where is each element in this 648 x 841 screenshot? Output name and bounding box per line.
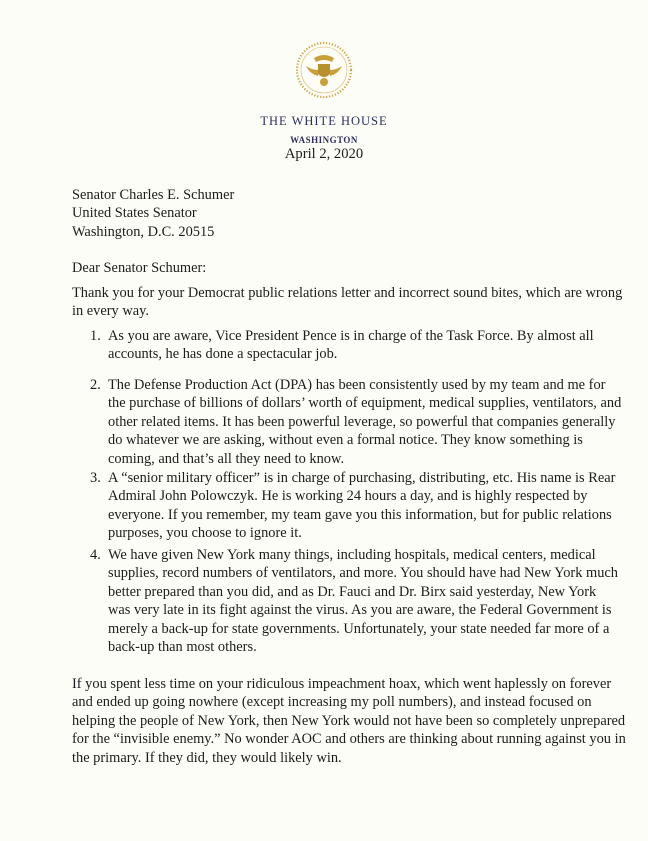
text-line: Admiral John Polowczyk. He is working 24 hours a day, and is highly respected by xyxy=(108,488,588,505)
text-line: other related items. It has been powerful leverage, so powerful that companies generally xyxy=(108,413,616,430)
text-line: and ended up going nowhere (except increasing my poll numbers), and instead focused on xyxy=(72,694,592,711)
list-number: 2. xyxy=(90,377,101,393)
letterhead-city: WASHINGTON xyxy=(290,135,358,145)
text-line: If you spent less time on your ridiculous impeachment hoax, which went haplessly on forever xyxy=(72,676,612,692)
addressee-line: Senator Charles E. Schumer xyxy=(72,187,235,203)
text-line: supplies, record numbers of ventilators, and more. You should have had New York much xyxy=(108,565,618,582)
text-line: the primary. If they did, they would likely win. xyxy=(72,749,342,766)
text-line: Thank you for your Democrat public relations letter and incorrect sound bites, which are wrong xyxy=(72,285,623,301)
intro-paragraph xyxy=(72,284,622,321)
text-line: As you are aware, Vice President Pence is in charge of the Task Force. By almost all xyxy=(108,328,594,344)
text-line: the purchase of billions of dollars’ worth of equipment, medical supplies, ventilators, and xyxy=(108,395,622,412)
text-line: merely a back-up for state governments. Unfortunately, your state needed far more of a xyxy=(108,620,610,637)
text-line: helping the people of New York, then New York would not have been so completely unprepared xyxy=(72,712,626,729)
text-line: coming, and that’s all they need to know. xyxy=(108,450,345,467)
text-line: purposes, you choose to ignore it. xyxy=(108,525,302,542)
text-line: We have given New York many things, including hospitals, medical centers, medical xyxy=(108,547,596,563)
letterhead-title: THE WHITE HOUSE xyxy=(260,114,388,128)
list-number: 4. xyxy=(90,547,101,563)
text-line: The Defense Production Act (DPA) has been consistently used by my team and me for xyxy=(108,377,606,393)
text-line: back-up than most others. xyxy=(108,639,257,656)
text-line: in every way. xyxy=(72,303,149,320)
text-line: better prepared than you did, and as Dr. Fauci and Dr. Birx said yesterday, New York xyxy=(108,583,597,600)
list-number: 3. xyxy=(90,470,101,486)
presidential-seal-icon xyxy=(294,40,354,100)
salutation: Dear Senator Schumer: xyxy=(72,260,207,276)
addressee-line: Washington, D.C. 20515 xyxy=(72,223,215,240)
letter-date: April 2, 2020 xyxy=(284,146,364,162)
addressee-block xyxy=(72,186,234,241)
text-line: was very late in its fight against the virus. As you are aware, the Federal Government is xyxy=(108,602,612,619)
addressee-line: United States Senator xyxy=(72,205,197,222)
text-line: accounts, he has done a spectacular job. xyxy=(108,346,338,363)
text-line: everyone. If you remember, my team gave you this information, but for public relations xyxy=(108,506,612,523)
closing-paragraph xyxy=(72,675,626,767)
text-line: for the “invisible enemy.” No wonder AOC and others are thinking about running against you in xyxy=(72,731,626,748)
text-line: A “senior military officer” is in charge of purchasing, distributing, etc. His name is Rear xyxy=(108,470,616,486)
text-line: do whatever we are asking, without even a formal notice. They know something is xyxy=(108,432,583,449)
list-number: 1. xyxy=(90,328,101,344)
